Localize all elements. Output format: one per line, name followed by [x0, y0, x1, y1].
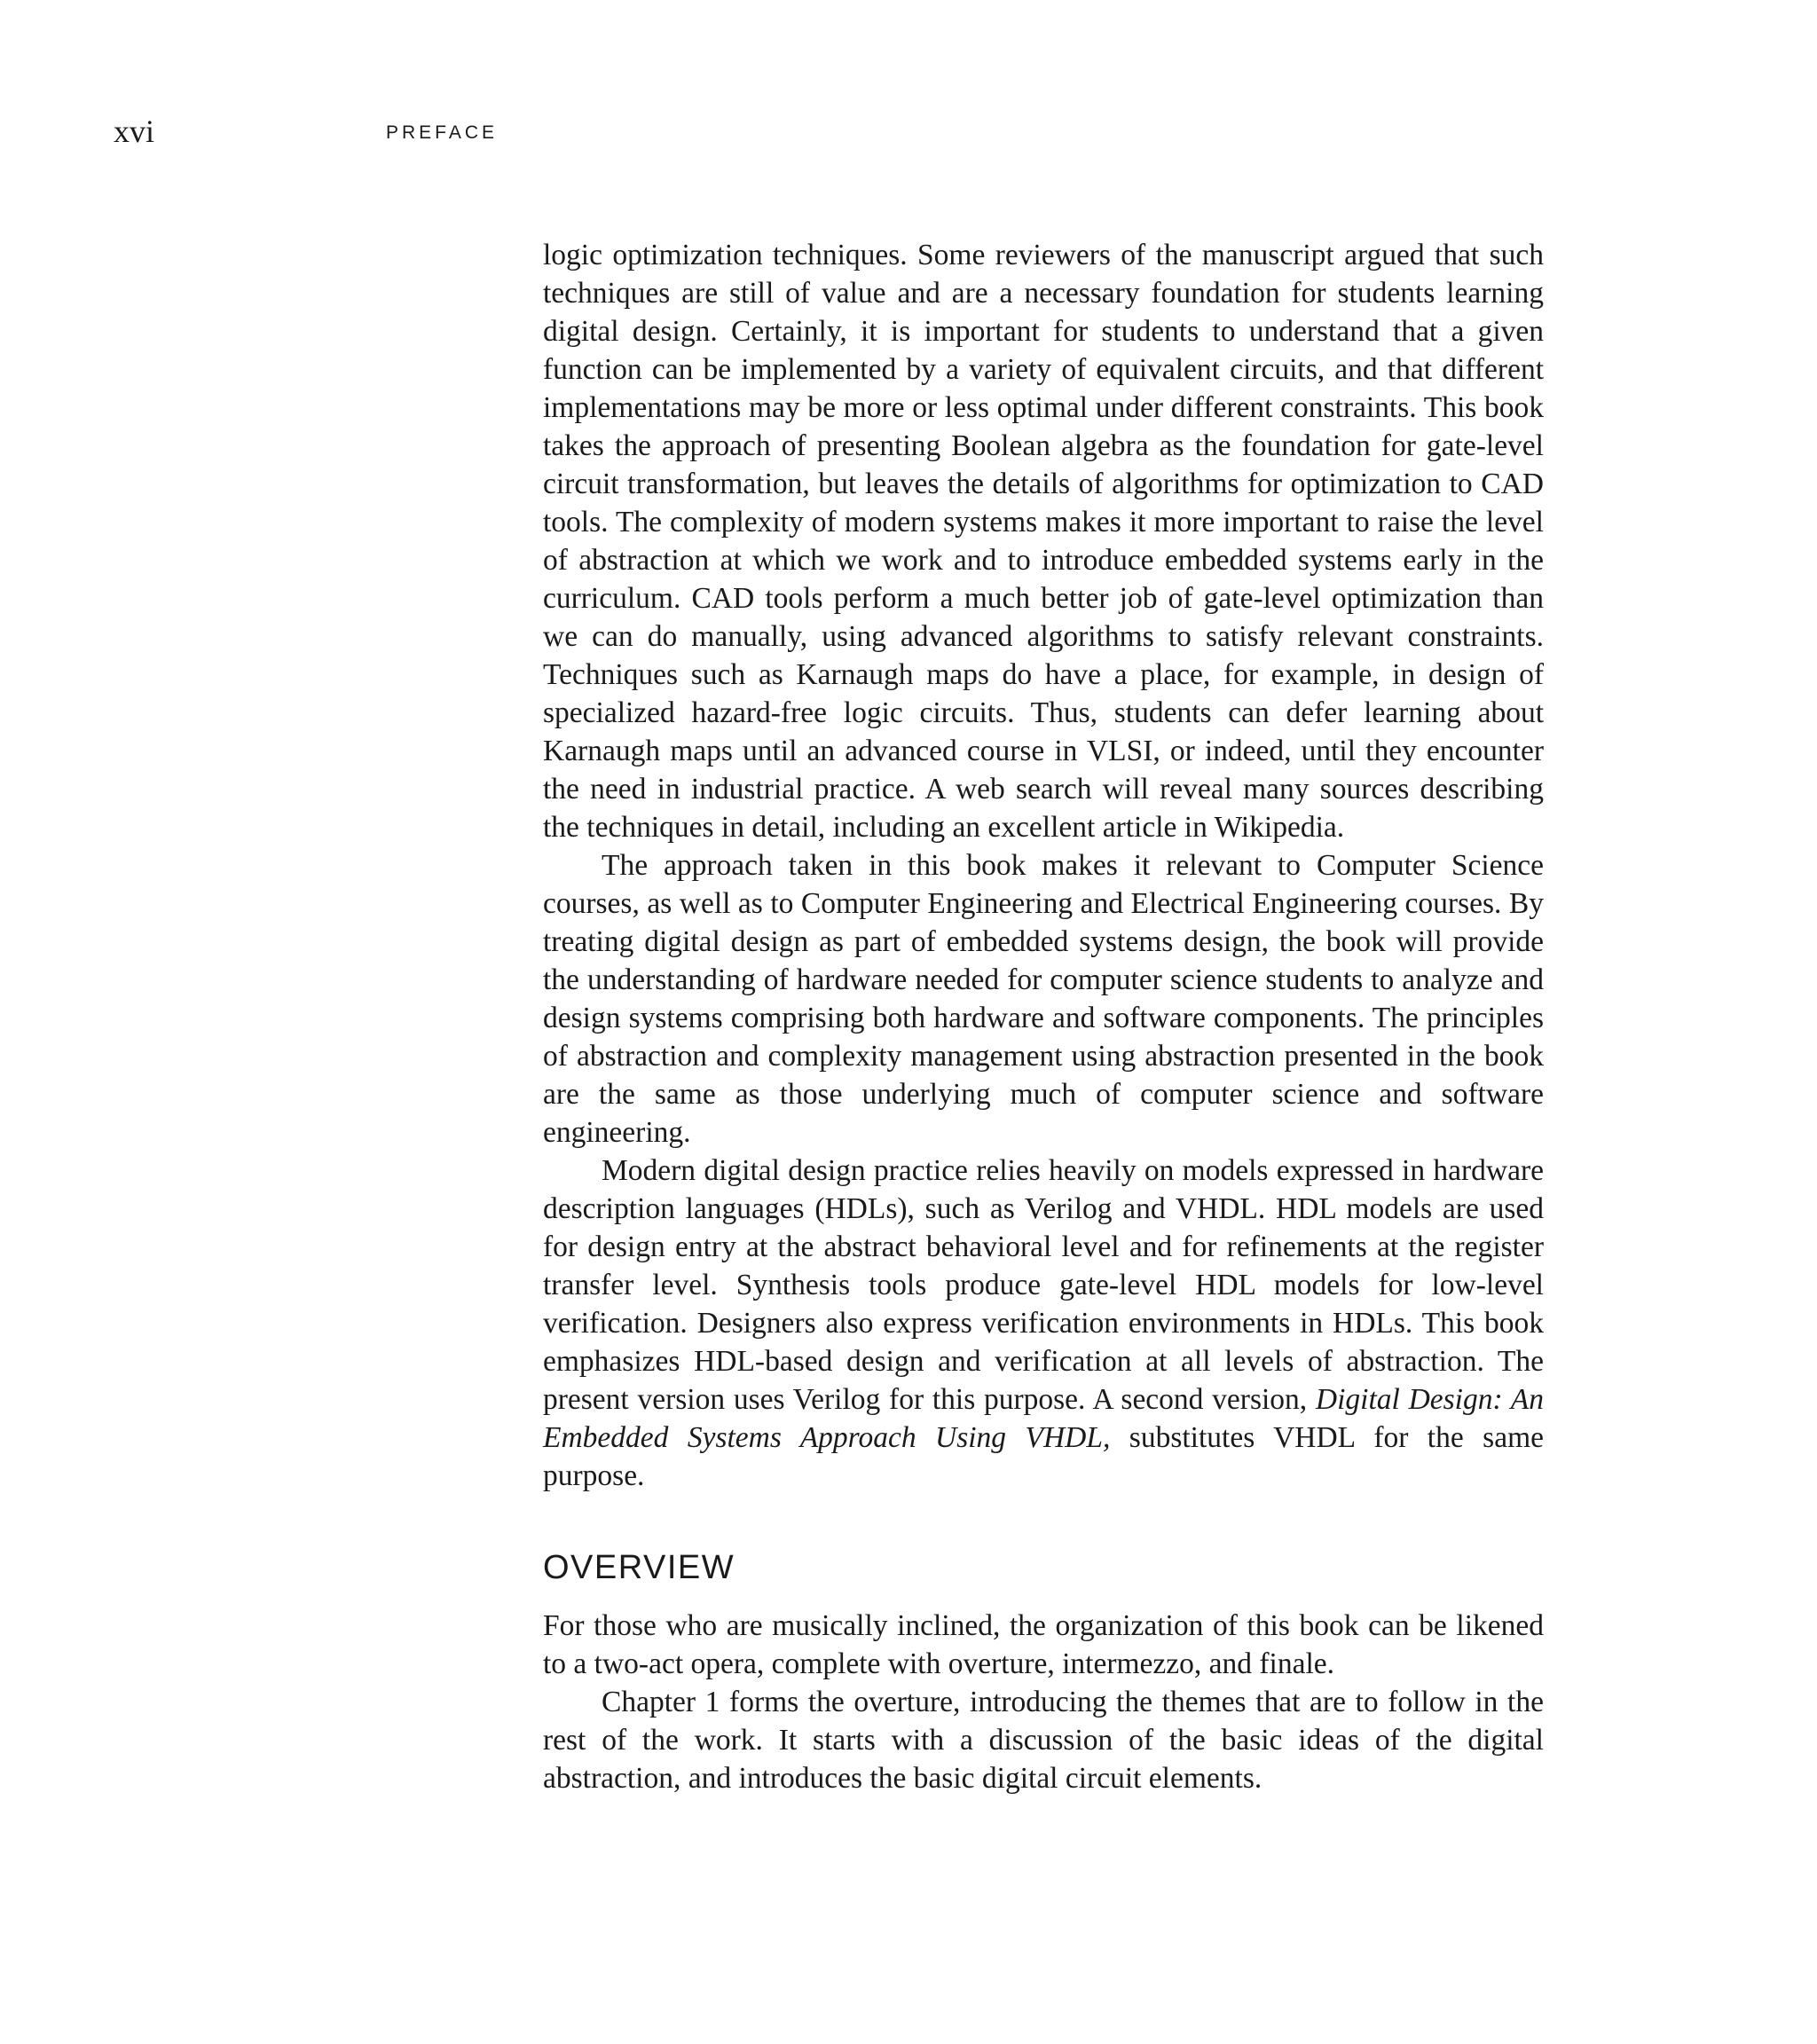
section-label: PREFACE [386, 122, 499, 143]
paragraph: logic optimization techniques. Some reviewers of the manuscript argued that such techniques are still of value and are a necessary foundation for students learning digital design. Certainly, it is important for students to understand that a given function can be implemented by a variety of equivalent circuits, and that different implementations may be more or less optimal under different constraints. This book takes the approach of presenting Boolean algebra as the foundation for gate-level circuit transformation, but leaves the details of algorithms for optimization to CAD tools. The complexity of modern systems makes it more important to raise the level of abstraction at which we work and to introduce embedded systems early in the curriculum. CAD tools perform a much better job of gate-level optimization than we can do manually, using advanced algorithms to satisfy relevant constraints. Techniques such as Karnaugh maps do have a place, for example, in design of specialized hazard-free logic circuits. Thus, students can defer learning about Karnaugh maps until an advanced course in VLSI, or indeed, until they encounter the need in industrial practice. A web search will reveal many sources describing the techniques in detail, including an excellent article in Wikipedia. [543, 239, 1544, 844]
page-number: xvi [114, 114, 155, 149]
book-title: Digital Design: An Embedded Systems Approach Using VHDL, [543, 1383, 1545, 1454]
running-head [114, 114, 1622, 158]
paragraph: Chapter 1 forms the overture, introducing the themes that are to follow in the rest of the work. It starts with a discussion of the basic ideas of the digital abstraction, and introduces the basic digital circuit elements. [543, 1686, 1544, 1795]
paragraph: The approach taken in this book makes it relevant to Computer Science courses, as well as to Computer Engineering and Electrical Engineering courses. By treating digital design as part of embedded systems design, the book will provide the understanding of hardware needed for computer science students to analyze and design systems comprising both hardware and software components. The principles of abstraction and complexity management using abstraction presented in the book are the same as those underlying much of computer science and software engineering. [543, 849, 1544, 1149]
paragraph: For those who are musically inclined, the organization of this book can be likened to a two-act opera, complete with overture, intermezzo, and finale. [543, 1609, 1544, 1680]
body-text [543, 236, 1544, 1797]
paragraph [543, 1152, 1544, 1495]
paragraph-text: substitutes VHDL for the same purpose. [543, 1421, 1544, 1492]
section-heading: OVERVIEW [543, 1549, 735, 1586]
paragraph-text: Modern digital design practice relies heavily on models expressed in hardware description languages (HDLs), such as Verilog and VHDL. HDL models are used for design entry at the abstract behavioral level and for refinements at the register transfer level. Synthesis tools produce gate-level HDL models for low-level verification. Designers also express verification environments in HDLs. This book emphasizes HDL-based design and verification at all levels of abstraction. The present version uses Verilog for this purpose. A second version, [543, 1154, 1544, 1416]
